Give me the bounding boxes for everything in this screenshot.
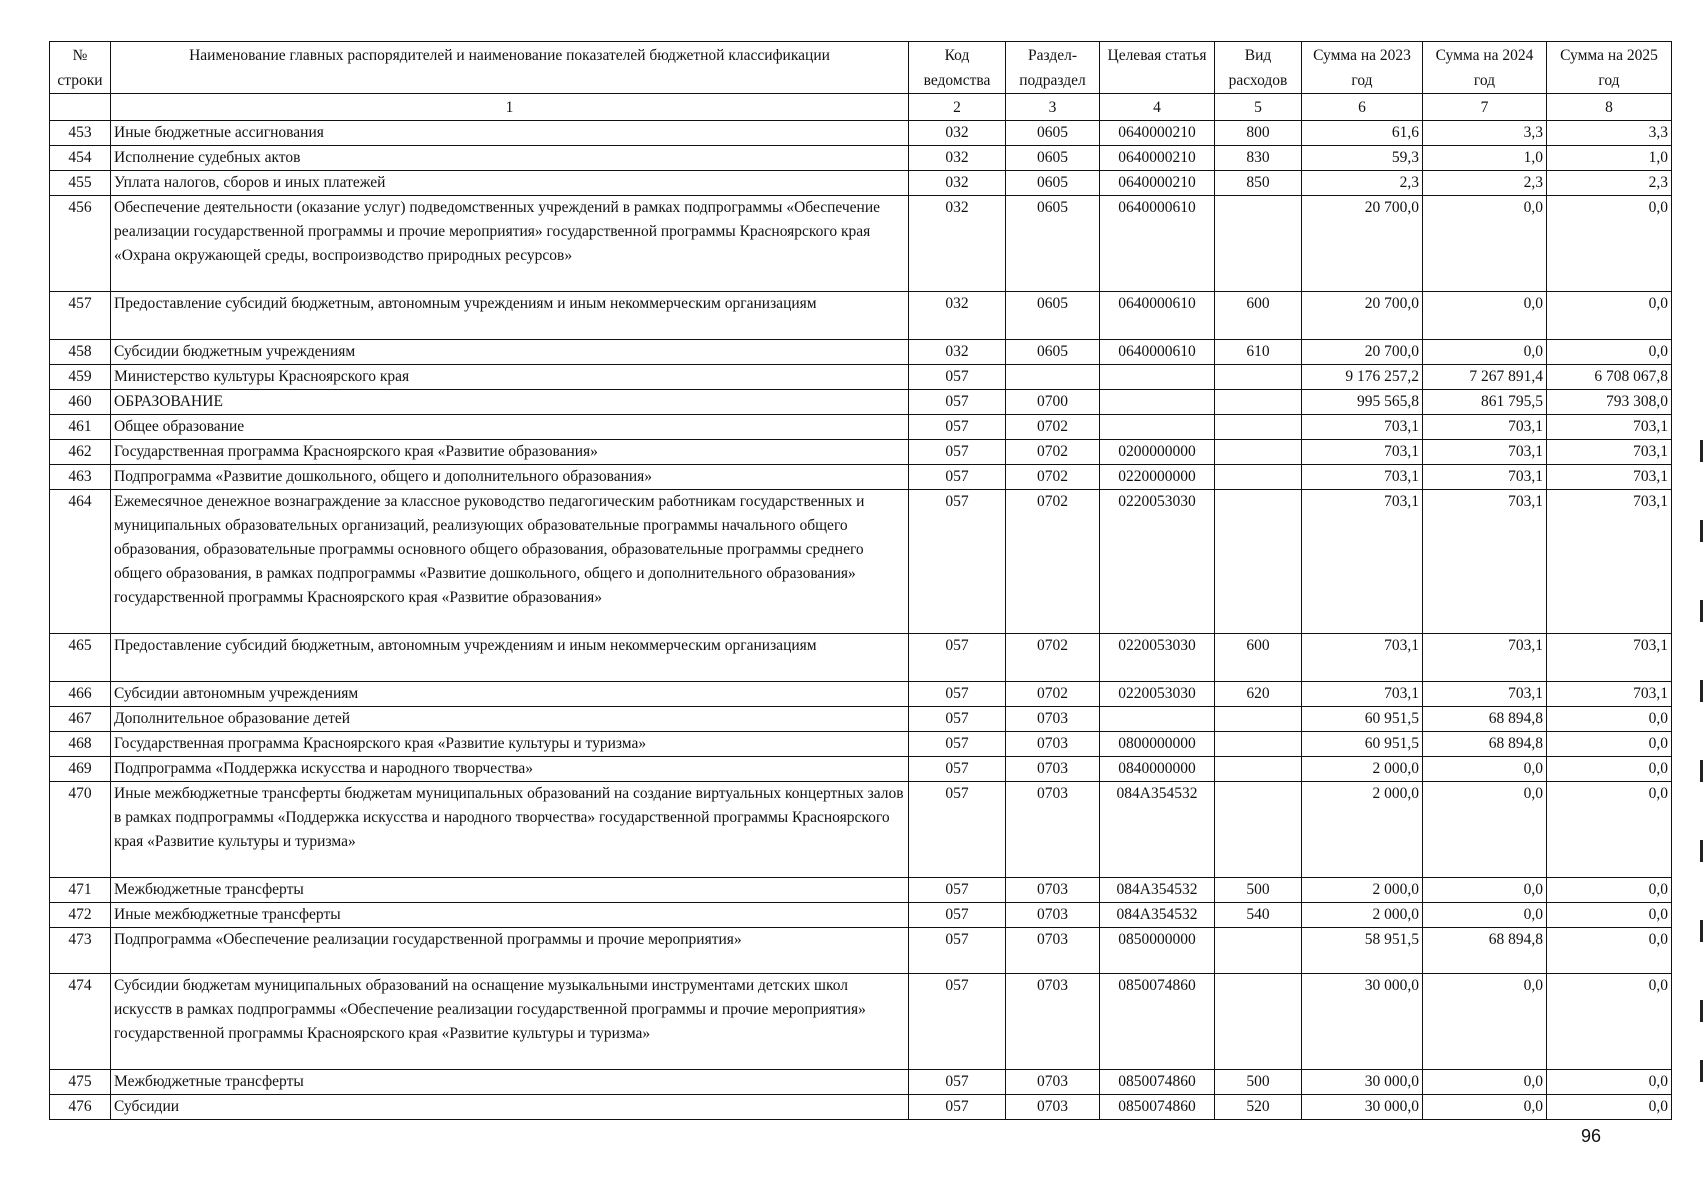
table-row <box>50 1070 1672 1095</box>
row-dept-code-cell: 057 <box>909 928 1006 974</box>
row-sum-2025-cell: 0,0 <box>1547 782 1672 878</box>
row-number-cell: 474 <box>50 974 111 1070</box>
row-number-cell: 454 <box>50 146 111 171</box>
row-sum-2023-cell: 2 000,0 <box>1302 903 1423 928</box>
row-sum-2023-cell: 20 700,0 <box>1302 340 1423 365</box>
row-section-cell: 0703 <box>1006 732 1100 757</box>
row-number-cell: 459 <box>50 365 111 390</box>
row-name-cell: Межбюджетные трансферты <box>111 1070 909 1095</box>
row-number-cell: 457 <box>50 292 111 340</box>
row-number-cell: 463 <box>50 465 111 490</box>
row-number-cell: 472 <box>50 903 111 928</box>
row-name-cell: Исполнение судебных актов <box>111 146 909 171</box>
row-dept-code-cell: 057 <box>909 732 1006 757</box>
row-sum-2023-cell: 2 000,0 <box>1302 878 1423 903</box>
row-sum-2023-cell: 995 565,8 <box>1302 390 1423 415</box>
row-dept-code-cell: 057 <box>909 878 1006 903</box>
row-section-cell: 0605 <box>1006 196 1100 292</box>
row-sum-2025-cell: 2,3 <box>1547 171 1672 196</box>
row-section-cell: 0703 <box>1006 757 1100 782</box>
row-target-article-cell: 084A354532 <box>1100 782 1215 878</box>
row-dept-code-cell: 057 <box>909 415 1006 440</box>
row-section-cell: 0605 <box>1006 340 1100 365</box>
row-sum-2025-cell: 703,1 <box>1547 682 1672 707</box>
header-target-article: Целевая статья <box>1100 42 1215 94</box>
header-row-number: № строки <box>50 42 111 94</box>
row-target-article-cell: 0220053030 <box>1100 682 1215 707</box>
row-sum-2023-cell: 60 951,5 <box>1302 707 1423 732</box>
row-name-cell: Министерство культуры Красноярского края <box>111 365 909 390</box>
row-dept-code-cell: 057 <box>909 974 1006 1070</box>
row-target-article-cell: 0840000000 <box>1100 757 1215 782</box>
row-name-cell: Государственная программа Красноярского края «Развитие образования» <box>111 440 909 465</box>
page-number: 96 <box>1581 1126 1602 1146</box>
row-sum-2023-cell: 20 700,0 <box>1302 196 1423 292</box>
row-expense-type-cell <box>1215 490 1302 634</box>
row-sum-2024-cell: 0,0 <box>1423 196 1547 292</box>
row-expense-type-cell <box>1215 196 1302 292</box>
scan-edge-mark <box>1700 520 1703 542</box>
row-dept-code-cell: 032 <box>909 171 1006 196</box>
row-sum-2024-cell: 68 894,8 <box>1423 707 1547 732</box>
row-expense-type-cell: 600 <box>1215 634 1302 682</box>
row-sum-2024-cell: 703,1 <box>1423 465 1547 490</box>
row-target-article-cell: 0800000000 <box>1100 732 1215 757</box>
row-sum-2025-cell: 0,0 <box>1547 928 1672 974</box>
row-name-cell: Общее образование <box>111 415 909 440</box>
row-name-cell: Предоставление субсидий бюджетным, автономным учреждениям и иным некоммерческим организациям <box>111 634 909 682</box>
row-sum-2024-cell: 703,1 <box>1423 415 1547 440</box>
row-sum-2024-cell: 0,0 <box>1423 1095 1547 1120</box>
column-number: 1 <box>111 94 909 121</box>
header-expense-type: Вид расходов <box>1215 42 1302 94</box>
row-sum-2024-cell: 0,0 <box>1423 340 1547 365</box>
row-name-cell: Иные межбюджетные трансферты бюджетам муниципальных образований на создание виртуальных концертных залов в рамках подпрограммы «Поддержка искусства и народного творчества» государственной программы Красноярского края «Развитие культуры и туризма» <box>111 782 909 878</box>
row-sum-2025-cell: 0,0 <box>1547 292 1672 340</box>
row-sum-2023-cell: 20 700,0 <box>1302 292 1423 340</box>
table-row <box>50 903 1672 928</box>
row-name-cell: Государственная программа Красноярского края «Развитие культуры и туризма» <box>111 732 909 757</box>
row-section-cell: 0605 <box>1006 292 1100 340</box>
header-section: Раздел-подраздел <box>1006 42 1100 94</box>
row-section-cell: 0703 <box>1006 782 1100 878</box>
column-number-row <box>50 94 1672 121</box>
row-sum-2024-cell: 0,0 <box>1423 903 1547 928</box>
row-target-article-cell: 0200000000 <box>1100 440 1215 465</box>
row-section-cell: 0703 <box>1006 903 1100 928</box>
row-expense-type-cell <box>1215 415 1302 440</box>
row-number-cell: 455 <box>50 171 111 196</box>
row-sum-2023-cell: 703,1 <box>1302 634 1423 682</box>
row-expense-type-cell <box>1215 782 1302 878</box>
row-section-cell: 0703 <box>1006 707 1100 732</box>
row-sum-2024-cell: 703,1 <box>1423 634 1547 682</box>
scan-edge-mark <box>1700 600 1703 622</box>
row-dept-code-cell: 057 <box>909 465 1006 490</box>
row-expense-type-cell: 500 <box>1215 1070 1302 1095</box>
row-sum-2025-cell: 0,0 <box>1547 1095 1672 1120</box>
row-sum-2025-cell: 703,1 <box>1547 634 1672 682</box>
row-dept-code-cell: 057 <box>909 1070 1006 1095</box>
row-target-article-cell <box>1100 707 1215 732</box>
header-sum-2024: Сумма на 2024 год <box>1423 42 1547 94</box>
row-number-cell: 453 <box>50 121 111 146</box>
row-sum-2023-cell: 30 000,0 <box>1302 974 1423 1070</box>
header-name: Наименование главных распорядителей и наименование показателей бюджетной классификации <box>111 42 909 94</box>
row-sum-2024-cell: 0,0 <box>1423 782 1547 878</box>
table-row <box>50 440 1672 465</box>
table-row <box>50 292 1672 340</box>
row-section-cell: 0702 <box>1006 415 1100 440</box>
row-section-cell: 0703 <box>1006 878 1100 903</box>
table-row <box>50 732 1672 757</box>
row-sum-2025-cell: 3,3 <box>1547 121 1672 146</box>
row-target-article-cell <box>1100 390 1215 415</box>
row-expense-type-cell: 610 <box>1215 340 1302 365</box>
row-name-cell: Иные бюджетные ассигнования <box>111 121 909 146</box>
row-sum-2025-cell: 0,0 <box>1547 196 1672 292</box>
row-sum-2024-cell: 3,3 <box>1423 121 1547 146</box>
row-number-cell: 469 <box>50 757 111 782</box>
row-dept-code-cell: 057 <box>909 1095 1006 1120</box>
row-sum-2025-cell: 0,0 <box>1547 903 1672 928</box>
row-expense-type-cell: 830 <box>1215 146 1302 171</box>
row-sum-2023-cell: 703,1 <box>1302 415 1423 440</box>
row-target-article-cell <box>1100 415 1215 440</box>
table-row <box>50 634 1672 682</box>
table-row <box>50 465 1672 490</box>
row-number-cell: 460 <box>50 390 111 415</box>
scan-edge-mark <box>1700 760 1703 782</box>
row-expense-type-cell: 800 <box>1215 121 1302 146</box>
row-sum-2023-cell: 58 951,5 <box>1302 928 1423 974</box>
row-number-cell: 465 <box>50 634 111 682</box>
row-section-cell: 0605 <box>1006 171 1100 196</box>
row-name-cell: Дополнительное образование детей <box>111 707 909 732</box>
row-name-cell: Межбюджетные трансферты <box>111 878 909 903</box>
column-number: 7 <box>1423 94 1547 121</box>
row-name-cell: Субсидии автономным учреждениям <box>111 682 909 707</box>
row-section-cell: 0702 <box>1006 634 1100 682</box>
row-sum-2025-cell: 0,0 <box>1547 707 1672 732</box>
row-dept-code-cell: 057 <box>909 903 1006 928</box>
table-row <box>50 196 1672 292</box>
scan-edge-mark <box>1700 840 1703 862</box>
row-dept-code-cell: 057 <box>909 490 1006 634</box>
row-number-cell: 467 <box>50 707 111 732</box>
row-sum-2023-cell: 703,1 <box>1302 465 1423 490</box>
row-name-cell: Обеспечение деятельности (оказание услуг) подведомственных учреждений в рамках подпрограммы «Обеспечение реализации государственной программы и прочие мероприятия» государственной программы Красноярского края «Охрана окружающей среды, воспроизводство природных ресурсов» <box>111 196 909 292</box>
row-number-cell: 471 <box>50 878 111 903</box>
row-target-article-cell: 084A354532 <box>1100 878 1215 903</box>
row-target-article-cell: 0220053030 <box>1100 634 1215 682</box>
row-sum-2025-cell: 793 308,0 <box>1547 390 1672 415</box>
scan-edge-mark <box>1700 1060 1703 1082</box>
row-dept-code-cell: 032 <box>909 146 1006 171</box>
row-target-article-cell: 0220000000 <box>1100 465 1215 490</box>
row-sum-2023-cell: 703,1 <box>1302 490 1423 634</box>
row-expense-type-cell <box>1215 365 1302 390</box>
scan-edge-mark <box>1700 440 1703 462</box>
row-sum-2024-cell: 0,0 <box>1423 878 1547 903</box>
row-number-cell: 464 <box>50 490 111 634</box>
row-name-cell: Подпрограмма «Поддержка искусства и народного творчества» <box>111 757 909 782</box>
row-dept-code-cell: 057 <box>909 634 1006 682</box>
row-dept-code-cell: 032 <box>909 340 1006 365</box>
row-target-article-cell: 0640000610 <box>1100 340 1215 365</box>
row-sum-2024-cell: 7 267 891,4 <box>1423 365 1547 390</box>
row-dept-code-cell: 032 <box>909 121 1006 146</box>
row-target-article-cell: 084A354532 <box>1100 903 1215 928</box>
row-sum-2025-cell: 0,0 <box>1547 732 1672 757</box>
row-sum-2025-cell: 0,0 <box>1547 974 1672 1070</box>
row-section-cell: 0702 <box>1006 490 1100 634</box>
row-sum-2024-cell: 0,0 <box>1423 974 1547 1070</box>
row-sum-2025-cell: 0,0 <box>1547 757 1672 782</box>
row-expense-type-cell <box>1215 974 1302 1070</box>
column-number: 4 <box>1100 94 1215 121</box>
row-target-article-cell: 0850074860 <box>1100 1095 1215 1120</box>
row-section-cell: 0605 <box>1006 121 1100 146</box>
row-target-article-cell: 0640000610 <box>1100 196 1215 292</box>
row-number-cell: 456 <box>50 196 111 292</box>
table-row <box>50 365 1672 390</box>
budget-table <box>49 41 1672 1120</box>
row-dept-code-cell: 057 <box>909 782 1006 878</box>
row-sum-2024-cell: 703,1 <box>1423 682 1547 707</box>
row-name-cell: Подпрограмма «Обеспечение реализации государственной программы и прочие мероприятия» <box>111 928 909 974</box>
row-name-cell: Субсидии бюджетным учреждениям <box>111 340 909 365</box>
table-row <box>50 121 1672 146</box>
row-expense-type-cell: 500 <box>1215 878 1302 903</box>
row-dept-code-cell: 032 <box>909 292 1006 340</box>
column-number: 5 <box>1215 94 1302 121</box>
row-expense-type-cell <box>1215 732 1302 757</box>
row-name-cell: Предоставление субсидий бюджетным, автономным учреждениям и иным некоммерческим организациям <box>111 292 909 340</box>
row-expense-type-cell <box>1215 465 1302 490</box>
row-name-cell: Ежемесячное денежное вознаграждение за классное руководство педагогическим работникам государственных и муниципальных образовательных организаций, реализующих образовательные программы начального общего образования, образовательные программы основного общего образования, образовательные программы среднего общего образования, в рамках подпрограммы «Развитие дошкольного, общего и дополнительного образования» государственной программы Красноярского края «Развитие образования» <box>111 490 909 634</box>
row-sum-2024-cell: 68 894,8 <box>1423 928 1547 974</box>
row-sum-2023-cell: 59,3 <box>1302 146 1423 171</box>
row-section-cell: 0703 <box>1006 1095 1100 1120</box>
row-expense-type-cell: 850 <box>1215 171 1302 196</box>
table-row <box>50 878 1672 903</box>
row-dept-code-cell: 057 <box>909 682 1006 707</box>
row-section-cell <box>1006 365 1100 390</box>
row-expense-type-cell: 620 <box>1215 682 1302 707</box>
row-sum-2025-cell: 703,1 <box>1547 490 1672 634</box>
row-sum-2023-cell: 703,1 <box>1302 682 1423 707</box>
row-dept-code-cell: 057 <box>909 390 1006 415</box>
table-row <box>50 782 1672 878</box>
row-sum-2024-cell: 0,0 <box>1423 1070 1547 1095</box>
row-expense-type-cell <box>1215 440 1302 465</box>
table-row <box>50 928 1672 974</box>
row-section-cell: 0702 <box>1006 465 1100 490</box>
row-number-cell: 470 <box>50 782 111 878</box>
table-row <box>50 490 1672 634</box>
row-target-article-cell: 0850074860 <box>1100 974 1215 1070</box>
row-target-article-cell: 0640000210 <box>1100 121 1215 146</box>
row-name-cell: Субсидии бюджетам муниципальных образований на оснащение музыкальными инструментами детских школ искусств в рамках подпрограммы «Обеспечение реализации государственной программы и прочие мероприятия» государственной программы Красноярского края «Развитие культуры и туризма» <box>111 974 909 1070</box>
row-sum-2024-cell: 0,0 <box>1423 757 1547 782</box>
row-dept-code-cell: 032 <box>909 196 1006 292</box>
row-expense-type-cell <box>1215 390 1302 415</box>
row-number-cell: 462 <box>50 440 111 465</box>
row-sum-2023-cell: 2 000,0 <box>1302 782 1423 878</box>
row-sum-2023-cell: 60 951,5 <box>1302 732 1423 757</box>
row-sum-2025-cell: 0,0 <box>1547 878 1672 903</box>
table-row <box>50 1095 1672 1120</box>
row-number-cell: 461 <box>50 415 111 440</box>
row-target-article-cell: 0640000610 <box>1100 292 1215 340</box>
row-number-cell: 466 <box>50 682 111 707</box>
row-sum-2024-cell: 0,0 <box>1423 292 1547 340</box>
row-section-cell: 0703 <box>1006 1070 1100 1095</box>
row-sum-2025-cell: 0,0 <box>1547 340 1672 365</box>
row-sum-2025-cell: 703,1 <box>1547 465 1672 490</box>
header-dept-code: Код ведомства <box>909 42 1006 94</box>
row-sum-2025-cell: 1,0 <box>1547 146 1672 171</box>
row-expense-type-cell: 600 <box>1215 292 1302 340</box>
column-number: 6 <box>1302 94 1423 121</box>
row-sum-2024-cell: 2,3 <box>1423 171 1547 196</box>
row-target-article-cell: 0850000000 <box>1100 928 1215 974</box>
table-row <box>50 707 1672 732</box>
row-section-cell: 0702 <box>1006 682 1100 707</box>
table-row <box>50 682 1672 707</box>
row-section-cell: 0700 <box>1006 390 1100 415</box>
column-number: 3 <box>1006 94 1100 121</box>
table-row <box>50 171 1672 196</box>
row-sum-2024-cell: 1,0 <box>1423 146 1547 171</box>
row-sum-2023-cell: 2 000,0 <box>1302 757 1423 782</box>
row-section-cell: 0605 <box>1006 146 1100 171</box>
table-row <box>50 757 1672 782</box>
row-section-cell: 0702 <box>1006 440 1100 465</box>
table-row <box>50 974 1672 1070</box>
row-expense-type-cell <box>1215 707 1302 732</box>
row-number-cell: 468 <box>50 732 111 757</box>
row-section-cell: 0703 <box>1006 974 1100 1070</box>
header-sum-2023: Сумма на 2023 год <box>1302 42 1423 94</box>
row-number-cell: 473 <box>50 928 111 974</box>
row-dept-code-cell: 057 <box>909 440 1006 465</box>
row-dept-code-cell: 057 <box>909 365 1006 390</box>
row-sum-2023-cell: 9 176 257,2 <box>1302 365 1423 390</box>
row-target-article-cell: 0220053030 <box>1100 490 1215 634</box>
column-number: 8 <box>1547 94 1672 121</box>
row-name-cell: Уплата налогов, сборов и иных платежей <box>111 171 909 196</box>
row-sum-2025-cell: 703,1 <box>1547 440 1672 465</box>
row-sum-2023-cell: 2,3 <box>1302 171 1423 196</box>
row-number-cell: 475 <box>50 1070 111 1095</box>
row-expense-type-cell <box>1215 928 1302 974</box>
row-sum-2023-cell: 30 000,0 <box>1302 1070 1423 1095</box>
scan-edge-mark <box>1700 920 1703 942</box>
table-row <box>50 415 1672 440</box>
row-expense-type-cell: 540 <box>1215 903 1302 928</box>
row-sum-2024-cell: 703,1 <box>1423 490 1547 634</box>
row-target-article-cell <box>1100 365 1215 390</box>
row-sum-2024-cell: 861 795,5 <box>1423 390 1547 415</box>
row-expense-type-cell <box>1215 757 1302 782</box>
row-dept-code-cell: 057 <box>909 757 1006 782</box>
row-sum-2025-cell: 6 708 067,8 <box>1547 365 1672 390</box>
table-row <box>50 340 1672 365</box>
row-name-cell: Подпрограмма «Развитие дошкольного, общего и дополнительного образования» <box>111 465 909 490</box>
row-sum-2025-cell: 703,1 <box>1547 415 1672 440</box>
row-sum-2025-cell: 0,0 <box>1547 1070 1672 1095</box>
header-sum-2025: Сумма на 2025 год <box>1547 42 1672 94</box>
row-expense-type-cell: 520 <box>1215 1095 1302 1120</box>
row-sum-2024-cell: 68 894,8 <box>1423 732 1547 757</box>
table-body <box>50 121 1672 1120</box>
scan-edge-mark <box>1700 1000 1703 1022</box>
row-sum-2024-cell: 703,1 <box>1423 440 1547 465</box>
row-target-article-cell: 0640000210 <box>1100 171 1215 196</box>
table-row <box>50 146 1672 171</box>
table-row <box>50 390 1672 415</box>
row-name-cell: ОБРАЗОВАНИЕ <box>111 390 909 415</box>
column-number-blank <box>50 94 111 121</box>
row-number-cell: 458 <box>50 340 111 365</box>
row-sum-2023-cell: 61,6 <box>1302 121 1423 146</box>
row-sum-2023-cell: 30 000,0 <box>1302 1095 1423 1120</box>
row-target-article-cell: 0850074860 <box>1100 1070 1215 1095</box>
row-name-cell: Субсидии <box>111 1095 909 1120</box>
row-target-article-cell: 0640000210 <box>1100 146 1215 171</box>
row-number-cell: 476 <box>50 1095 111 1120</box>
header-row <box>50 42 1672 94</box>
scan-edge-mark <box>1700 680 1703 702</box>
row-section-cell: 0703 <box>1006 928 1100 974</box>
row-dept-code-cell: 057 <box>909 707 1006 732</box>
row-sum-2023-cell: 703,1 <box>1302 440 1423 465</box>
row-name-cell: Иные межбюджетные трансферты <box>111 903 909 928</box>
column-number: 2 <box>909 94 1006 121</box>
